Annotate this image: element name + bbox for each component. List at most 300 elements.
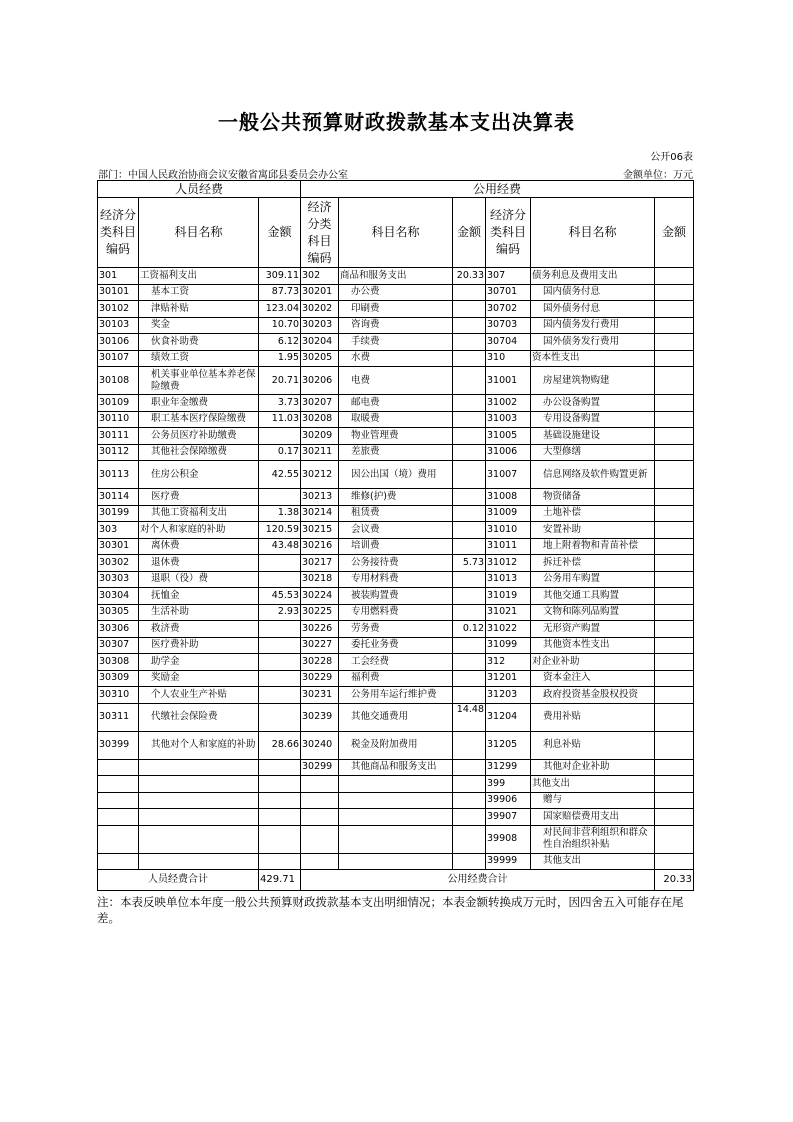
cell-code: 301: [98, 268, 139, 285]
cell-name: [339, 825, 453, 853]
cell-code: 30109: [98, 395, 139, 412]
cell-code: 30227: [301, 637, 339, 654]
cell-code: [98, 809, 139, 826]
cell-name: 其他对个人和家庭的补助: [139, 731, 259, 759]
table-row: [98, 284, 694, 301]
table-row: [98, 759, 694, 776]
cell-name: 医疗费: [139, 489, 259, 506]
expenditure-table: [97, 180, 694, 891]
cell-name: 工资福利支出: [139, 268, 259, 285]
cell-amount: [453, 637, 486, 654]
cell-amount: [655, 489, 694, 506]
public-header: 公用经费: [301, 181, 694, 198]
cell-amount: [655, 395, 694, 412]
cell-amount: [655, 809, 694, 826]
cell-code: 30204: [301, 334, 339, 351]
cell-code: 31008: [486, 489, 531, 506]
cell-code: 30101: [98, 284, 139, 301]
cell-name: 公务用车运行维护费: [339, 687, 453, 704]
cell-name: 赠与: [531, 792, 655, 809]
cell-amount: [655, 703, 694, 731]
table-row: [98, 687, 694, 704]
table-row: [98, 670, 694, 687]
cell-name: 工会经费: [339, 654, 453, 671]
cell-name: 其他商品和服务支出: [339, 759, 453, 776]
cell-code: 30305: [98, 604, 139, 621]
cell-name: 其他社会保障缴费: [139, 444, 259, 461]
cell-amount: [453, 792, 486, 809]
cell-name: 物资储备: [531, 489, 655, 506]
cell-code: 30303: [98, 571, 139, 588]
cell-amount: [655, 317, 694, 334]
table-row: [98, 588, 694, 605]
table-row: [98, 334, 694, 351]
cell-code: [301, 853, 339, 870]
cell-code: [98, 759, 139, 776]
cell-amount: [655, 444, 694, 461]
cell-amount: 0.12: [453, 621, 486, 638]
cell-name: 其他工资福利支出: [139, 505, 259, 522]
cell-amount: 14.48: [453, 703, 486, 731]
cell-amount: [655, 334, 694, 351]
table-row: [98, 792, 694, 809]
cell-name: 手续费: [339, 334, 453, 351]
table-row: [98, 555, 694, 572]
cell-amount: [453, 759, 486, 776]
cell-code: 30113: [98, 461, 139, 489]
cell-amount: [259, 825, 301, 853]
cell-code: 30102: [98, 301, 139, 318]
cell-code: 31007: [486, 461, 531, 489]
cell-amount: [453, 809, 486, 826]
cell-name: 离休费: [139, 538, 259, 555]
cell-amount: [655, 825, 694, 853]
cell-code: [301, 825, 339, 853]
cell-name: 资本性支出: [531, 350, 655, 367]
cell-name: 税金及附加费用: [339, 731, 453, 759]
cell-name: 邮电费: [339, 395, 453, 412]
cell-name: 印刷费: [339, 301, 453, 318]
cell-amount: [655, 428, 694, 445]
cell-name: 差旅费: [339, 444, 453, 461]
cell-code: 30211: [301, 444, 339, 461]
cell-code: 30203: [301, 317, 339, 334]
cell-amount: [259, 621, 301, 638]
cell-name: 土地补偿: [531, 505, 655, 522]
cell-code: 39906: [486, 792, 531, 809]
table-row: [98, 505, 694, 522]
cell-code: 30216: [301, 538, 339, 555]
table-row: [98, 395, 694, 412]
cell-code: 31011: [486, 538, 531, 555]
personnel-total-value: 429.71: [259, 870, 301, 891]
cell-name: 地上附着物和青苗补偿: [531, 538, 655, 555]
cell-name: 奖金: [139, 317, 259, 334]
cell-name: 代缴社会保险费: [139, 703, 259, 731]
cell-amount: [655, 367, 694, 395]
cell-code: 31201: [486, 670, 531, 687]
cell-name: 基础设施建设: [531, 428, 655, 445]
cell-amount: [453, 334, 486, 351]
cell-amount: [655, 461, 694, 489]
cell-amount: [655, 538, 694, 555]
cell-amount: [453, 538, 486, 555]
table-row: [98, 809, 694, 826]
cell-name: 培训费: [339, 538, 453, 555]
cell-amount: 2.93: [259, 604, 301, 621]
cell-code: 30114: [98, 489, 139, 506]
cell-code: 30110: [98, 411, 139, 428]
cell-amount: [655, 411, 694, 428]
cell-name: 其他交通工具购置: [531, 588, 655, 605]
cell-code: 30208: [301, 411, 339, 428]
cell-name: 物业管理费: [339, 428, 453, 445]
cell-amount: [453, 776, 486, 793]
cell-code: 31005: [486, 428, 531, 445]
cell-name: 文物和陈列品购置: [531, 604, 655, 621]
cell-amount: [655, 555, 694, 572]
table-row: [98, 367, 694, 395]
cell-amount: [453, 317, 486, 334]
cell-name: 拆迁补偿: [531, 555, 655, 572]
public-total-label: 公用经费合计: [301, 870, 655, 891]
cell-code: 39907: [486, 809, 531, 826]
code-header: 经济分类科目编码: [486, 198, 531, 268]
personnel-total-label: 人员经费合计: [98, 870, 259, 891]
cell-amount: [453, 395, 486, 412]
cell-code: 30206: [301, 367, 339, 395]
cell-amount: 42.55: [259, 461, 301, 489]
cell-code: 30311: [98, 703, 139, 731]
table-row: [98, 703, 694, 731]
cell-amount: [655, 731, 694, 759]
cell-amount: [259, 759, 301, 776]
table-row: [98, 538, 694, 555]
cell-name: 商品和服务支出: [339, 268, 453, 285]
table-row: [98, 853, 694, 870]
page-title: 一般公共预算财政拨款基本支出决算表: [218, 110, 575, 134]
cell-name: 伙食补助费: [139, 334, 259, 351]
cell-code: 31299: [486, 759, 531, 776]
cell-name: 委托业务费: [339, 637, 453, 654]
cell-code: 30301: [98, 538, 139, 555]
cell-amount: [453, 444, 486, 461]
cell-name: 维修(护)费: [339, 489, 453, 506]
cell-name: 助学金: [139, 654, 259, 671]
cell-amount: 1.38: [259, 505, 301, 522]
cell-amount: [655, 284, 694, 301]
unit-label: 金额单位：万元: [623, 170, 693, 181]
cell-code: [301, 792, 339, 809]
cell-amount: [655, 853, 694, 870]
cell-name: [139, 776, 259, 793]
cell-amount: 6.12: [259, 334, 301, 351]
cell-amount: [655, 637, 694, 654]
table-row: [98, 317, 694, 334]
cell-name: [139, 809, 259, 826]
cell-amount: [453, 687, 486, 704]
cell-amount: 0.17: [259, 444, 301, 461]
cell-code: 31022: [486, 621, 531, 638]
cell-code: 30306: [98, 621, 139, 638]
cell-amount: [655, 759, 694, 776]
cell-name: 职业年金缴费: [139, 395, 259, 412]
cell-code: 30701: [486, 284, 531, 301]
cell-code: 30201: [301, 284, 339, 301]
cell-amount: 11.03: [259, 411, 301, 428]
cell-code: 30209: [301, 428, 339, 445]
cell-amount: [655, 604, 694, 621]
cell-amount: [453, 284, 486, 301]
cell-amount: [453, 670, 486, 687]
cell-amount: [655, 505, 694, 522]
table-row: [98, 776, 694, 793]
cell-code: 30107: [98, 350, 139, 367]
cell-name: 国内债务付息: [531, 284, 655, 301]
table-row: [98, 654, 694, 671]
cell-name: 医疗费补助: [139, 637, 259, 654]
cell-name: 津贴补贴: [139, 301, 259, 318]
personnel-header: 人员经费: [98, 181, 301, 198]
cell-name: 救济费: [139, 621, 259, 638]
cell-code: 30224: [301, 588, 339, 605]
cell-code: 31021: [486, 604, 531, 621]
table-row: [98, 268, 694, 285]
cell-amount: 5.73: [453, 555, 486, 572]
cell-name: 基本工资: [139, 284, 259, 301]
code-header: 经济分类科目编码: [98, 198, 139, 268]
amount-header: 金额: [259, 198, 301, 268]
cell-name: 费用补贴: [531, 703, 655, 731]
cell-name: 房屋建筑物购建: [531, 367, 655, 395]
cell-amount: [259, 703, 301, 731]
cell-amount: [259, 654, 301, 671]
cell-amount: 20.71: [259, 367, 301, 395]
cell-code: 31003: [486, 411, 531, 428]
cell-code: 31012: [486, 555, 531, 572]
cell-amount: [453, 367, 486, 395]
cell-name: 国外债务付息: [531, 301, 655, 318]
cell-code: 31009: [486, 505, 531, 522]
cell-code: 302: [301, 268, 339, 285]
table-row: [98, 621, 694, 638]
cell-code: 30310: [98, 687, 139, 704]
cell-name: 国内债务发行费用: [531, 317, 655, 334]
cell-amount: [453, 571, 486, 588]
cell-name: 职工基本医疗保险缴费: [139, 411, 259, 428]
table-row: [98, 522, 694, 539]
cell-name: 取暖费: [339, 411, 453, 428]
cell-code: 30308: [98, 654, 139, 671]
cell-name: 被装购置费: [339, 588, 453, 605]
cell-name: 利息补贴: [531, 731, 655, 759]
cell-code: 30302: [98, 555, 139, 572]
cell-amount: [453, 825, 486, 853]
table-row: [98, 461, 694, 489]
cell-amount: [655, 776, 694, 793]
cell-amount: [453, 731, 486, 759]
cell-amount: [655, 571, 694, 588]
cell-amount: [453, 853, 486, 870]
cell-name: 水费: [339, 350, 453, 367]
cell-name: 国外债务发行费用: [531, 334, 655, 351]
cell-amount: [453, 489, 486, 506]
cell-amount: 120.59: [259, 522, 301, 539]
cell-name: 咨询费: [339, 317, 453, 334]
cell-code: 30309: [98, 670, 139, 687]
cell-code: 39999: [486, 853, 531, 870]
cell-name: 其他资本性支出: [531, 637, 655, 654]
cell-name: 生活补助: [139, 604, 259, 621]
cell-code: 30703: [486, 317, 531, 334]
cell-name: 对企业补助: [531, 654, 655, 671]
cell-amount: 1.95: [259, 350, 301, 367]
cell-amount: [453, 522, 486, 539]
name-header: 科目名称: [139, 198, 259, 268]
cell-name: 公务员医疗补助缴费: [139, 428, 259, 445]
cell-name: 其他支出: [531, 853, 655, 870]
cell-name: 个人农业生产补贴: [139, 687, 259, 704]
cell-code: 30304: [98, 588, 139, 605]
cell-amount: 20.33: [453, 268, 486, 285]
cell-amount: [259, 489, 301, 506]
cell-amount: [453, 505, 486, 522]
cell-code: [301, 776, 339, 793]
cell-amount: [259, 792, 301, 809]
cell-code: 310: [486, 350, 531, 367]
table-row: [98, 489, 694, 506]
table-row: [98, 604, 694, 621]
name-header: 科目名称: [531, 198, 655, 268]
cell-amount: 45.53: [259, 588, 301, 605]
cell-code: 30215: [301, 522, 339, 539]
cell-code: 30239: [301, 703, 339, 731]
cell-name: [139, 792, 259, 809]
table-row: [98, 825, 694, 853]
cell-amount: 10.70: [259, 317, 301, 334]
cell-name: 公务接待费: [339, 555, 453, 572]
cell-name: 办公费: [339, 284, 453, 301]
department-label: 部门：中国人民政治协商会议安徽省寓邱县委员会办公室: [98, 170, 348, 181]
cell-amount: [259, 555, 301, 572]
cell-amount: 28.66: [259, 731, 301, 759]
cell-name: [339, 853, 453, 870]
code-header: 经济分类科目编码: [301, 198, 339, 268]
cell-name: [139, 853, 259, 870]
cell-amount: [655, 687, 694, 704]
cell-code: 30217: [301, 555, 339, 572]
cell-code: 30199: [98, 505, 139, 522]
cell-code: [98, 853, 139, 870]
cell-amount: [259, 809, 301, 826]
table-row: [98, 571, 694, 588]
cell-name: 因公出国（境）费用: [339, 461, 453, 489]
table-row: [98, 428, 694, 445]
cell-amount: [453, 411, 486, 428]
cell-code: [98, 792, 139, 809]
cell-code: [98, 825, 139, 853]
cell-code: 30240: [301, 731, 339, 759]
cell-code: 30202: [301, 301, 339, 318]
cell-name: 专用燃料费: [339, 604, 453, 621]
cell-code: 31203: [486, 687, 531, 704]
table-row: [98, 637, 694, 654]
cell-name: 劳务费: [339, 621, 453, 638]
cell-amount: [453, 588, 486, 605]
cell-code: 30112: [98, 444, 139, 461]
cell-name: 债务利息及费用支出: [531, 268, 655, 285]
cell-amount: [453, 654, 486, 671]
cell-amount: [655, 588, 694, 605]
cell-code: 30212: [301, 461, 339, 489]
cell-name: 抚恤金: [139, 588, 259, 605]
cell-amount: [259, 637, 301, 654]
cell-name: 对民间非营利组织和群众性自治组织补贴: [531, 825, 655, 853]
table-row: [98, 444, 694, 461]
cell-code: 30108: [98, 367, 139, 395]
cell-code: [301, 809, 339, 826]
cell-name: 大型修缮: [531, 444, 655, 461]
cell-code: 30205: [301, 350, 339, 367]
table-row: [98, 301, 694, 318]
cell-amount: [655, 301, 694, 318]
cell-code: 31019: [486, 588, 531, 605]
cell-code: 30111: [98, 428, 139, 445]
cell-name: 公务用车购置: [531, 571, 655, 588]
cell-code: 30218: [301, 571, 339, 588]
cell-name: 办公设备购置: [531, 395, 655, 412]
cell-code: 30399: [98, 731, 139, 759]
cell-name: 资本金注入: [531, 670, 655, 687]
cell-amount: [259, 428, 301, 445]
cell-name: 无形资产购置: [531, 621, 655, 638]
cell-amount: [453, 604, 486, 621]
cell-name: 安置补助: [531, 522, 655, 539]
cell-code: 30228: [301, 654, 339, 671]
cell-name: 对个人和家庭的补助: [139, 522, 259, 539]
table-row: [98, 731, 694, 759]
cell-name: 其他对企业补助: [531, 759, 655, 776]
public-total-value: 20.33: [655, 870, 694, 891]
form-number: 公开06表: [650, 152, 693, 163]
cell-code: 31001: [486, 367, 531, 395]
cell-code: 399: [486, 776, 531, 793]
cell-name: 专用材料费: [339, 571, 453, 588]
cell-name: 绩效工资: [139, 350, 259, 367]
cell-amount: [655, 522, 694, 539]
cell-amount: [453, 350, 486, 367]
cell-code: 312: [486, 654, 531, 671]
cell-code: 30207: [301, 395, 339, 412]
cell-code: 30231: [301, 687, 339, 704]
footnote: 注：本表反映单位本年度一般公共预算财政拨款基本支出明细情况；本表金额转换成万元时，因四舍五入可能存在尾差。: [97, 895, 684, 925]
cell-code: 31205: [486, 731, 531, 759]
cell-amount: 309.11: [259, 268, 301, 285]
cell-name: 信息网络及软件购置更新: [531, 461, 655, 489]
cell-code: 31010: [486, 522, 531, 539]
cell-code: 31013: [486, 571, 531, 588]
cell-amount: [655, 654, 694, 671]
cell-name: [339, 792, 453, 809]
cell-name: 其他支出: [531, 776, 655, 793]
cell-code: 31099: [486, 637, 531, 654]
cell-name: 电费: [339, 367, 453, 395]
cell-amount: [453, 461, 486, 489]
cell-amount: [655, 350, 694, 367]
cell-code: 30704: [486, 334, 531, 351]
cell-amount: [259, 853, 301, 870]
cell-name: 会议费: [339, 522, 453, 539]
